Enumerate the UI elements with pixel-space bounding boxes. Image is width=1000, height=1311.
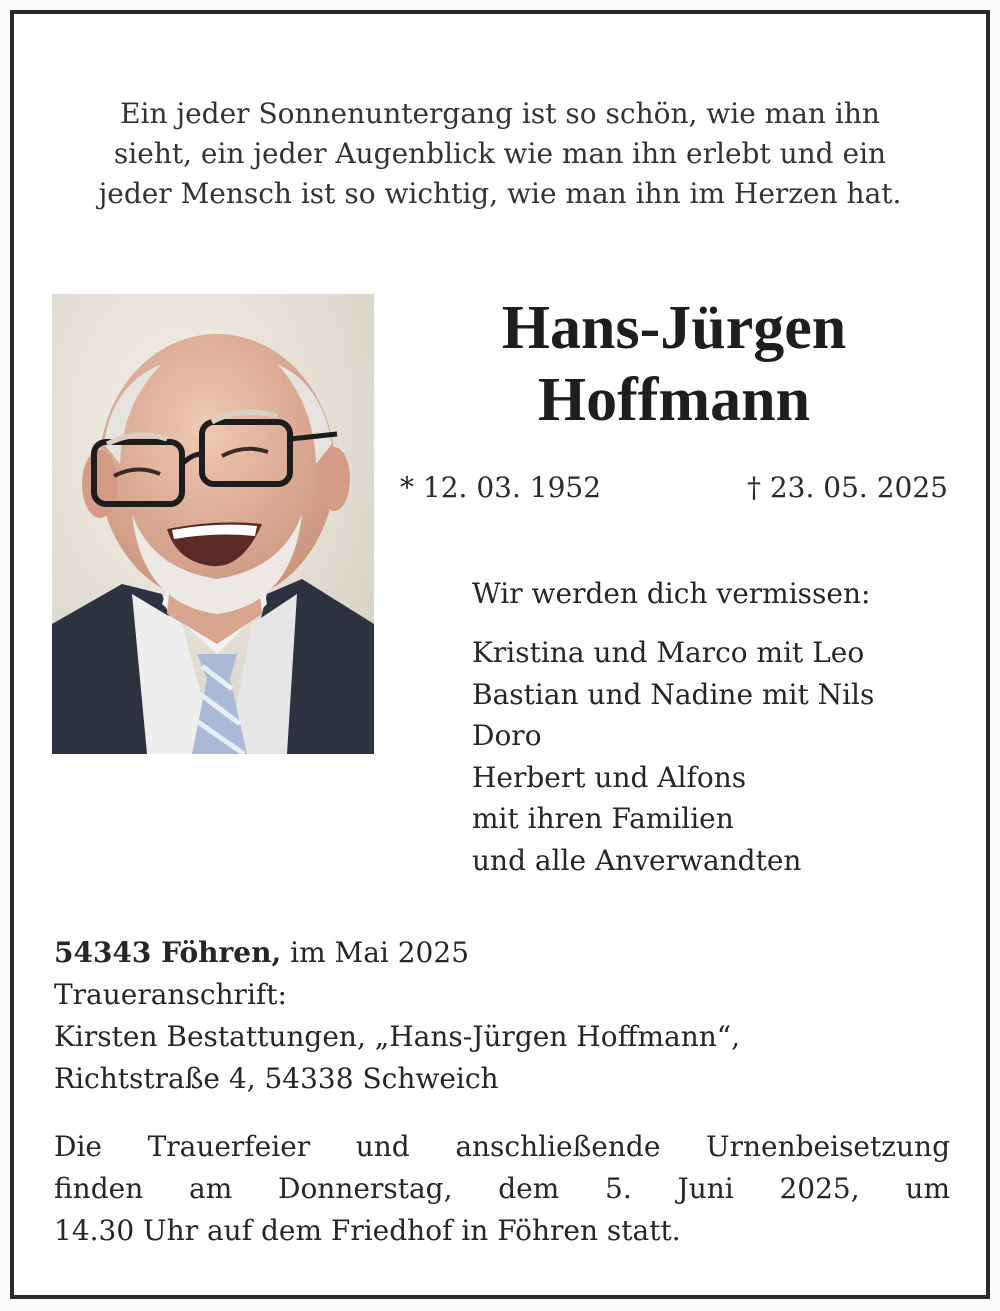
mourners-list xyxy=(472,632,874,881)
quote-line: sieht, ein jeder Augenblick wie man ihn erlebt und ein xyxy=(113,137,887,170)
mourner-line: Kristina und Marco mit Leo xyxy=(472,636,865,669)
date: im Mai 2025 xyxy=(281,936,470,969)
address-line-2: Richtstraße 4, 54338 Schweich xyxy=(54,1062,499,1095)
quote-line: jeder Mensch ist so wichtig, wie man ihn im Herzen hat. xyxy=(98,177,902,210)
ceremony-line-3: 14.30 Uhr auf dem Friedhof in Föhren statt. xyxy=(54,1214,681,1247)
ceremony-word: dem xyxy=(498,1172,560,1205)
mourning-address xyxy=(54,932,740,1100)
memorial-quote xyxy=(54,94,946,214)
address-line-1: Kirsten Bestattungen, „Hans-Jürgen Hoffmann“, xyxy=(54,1020,740,1053)
ceremony-word: 5. xyxy=(605,1172,632,1205)
ceremony-notice xyxy=(54,1126,950,1252)
last-name: Hoffmann xyxy=(537,366,811,434)
place: 54343 Föhren, xyxy=(54,936,282,969)
ceremony-word: um xyxy=(905,1172,950,1205)
portrait-photo xyxy=(52,294,374,754)
portrait-illustration xyxy=(52,294,374,754)
mourner-line: Doro xyxy=(472,719,542,752)
obituary-frame xyxy=(10,10,990,1299)
birth-date: * 12. 03. 1952 xyxy=(400,471,602,504)
address-label: Traueranschrift: xyxy=(54,978,287,1011)
deceased-name xyxy=(414,292,934,436)
mourner-line: Bastian und Nadine mit Nils xyxy=(472,677,875,711)
mourner-line: mit ihren Familien xyxy=(472,802,734,835)
ceremony-word: am xyxy=(189,1172,233,1205)
ceremony-line-2 xyxy=(54,1168,950,1210)
mourner-line: Herbert und Alfons xyxy=(472,760,747,794)
ceremony-word: finden xyxy=(54,1172,144,1205)
quote-line: Ein jeder Sonnenuntergang ist so schön, wie man ihn xyxy=(120,97,880,130)
mourner-line: und alle Anverwandten xyxy=(472,843,802,877)
mourners-intro: Wir werden dich vermissen: xyxy=(472,577,871,610)
first-name: Hans-Jürgen xyxy=(501,294,847,362)
ceremony-word: 2025, xyxy=(779,1172,860,1205)
ceremony-word: Juni xyxy=(677,1172,734,1205)
place-date-line xyxy=(54,932,740,974)
ceremony-line-1: Die Trauerfeier und anschließende Urnenbeisetzung xyxy=(54,1130,950,1163)
ceremony-word: Donnerstag, xyxy=(278,1172,453,1205)
death-date: † 23. 05. 2025 xyxy=(746,471,948,504)
